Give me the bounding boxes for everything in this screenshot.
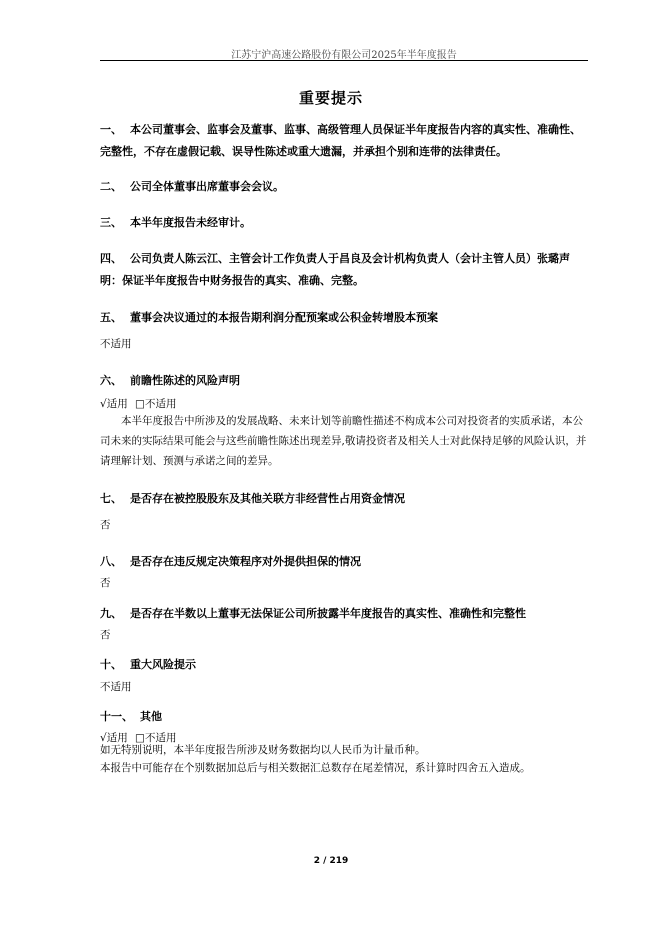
section-2 [100,176,590,198]
section-1 [100,119,590,163]
section-11 [100,706,590,728]
checked-applicable: √适用 [100,732,128,744]
section-7 [100,488,590,510]
section-text: 本半年度报告未经审计。 [130,216,251,229]
section-3 [100,212,590,234]
section-text: 前瞻性陈述的风险声明 [130,374,240,387]
section-number: 七、 [100,492,122,505]
checked-applicable: √适用 [100,398,128,410]
section-number: 八、 [100,555,122,568]
section-number: 十一、 [100,710,133,723]
section-text: 公司全体董事出席董事会会议。 [130,180,284,193]
page-title: 重要提示 [298,89,363,107]
section-8 [100,551,590,573]
page-number: 2 / 219 [313,856,349,866]
section-5-answer: 不适用 [100,338,132,350]
section-text: 是否存在违反规定决策程序对外提供担保的情况 [130,555,361,568]
section-number: 二、 [100,180,122,193]
section-6-applicability [100,396,180,412]
section-number: 六、 [100,374,122,387]
section-number: 一、 [100,123,122,136]
section-10-answer: 不适用 [100,681,132,693]
section-number: 三、 [100,216,122,229]
section-11-line-1: 如无特别说明，本半年度报告所涉及财务数据均以人民币为计量币种。 [100,744,426,756]
section-number: 四、 [100,252,122,265]
section-11-line-2: 本报告中可能存在个别数据加总后与相关数据汇总数存在尾差情况，系计算时四舍五入造成。 [100,762,531,774]
section-text: 是否存在被控股股东及其他关联方非经营性占用资金情况 [130,492,405,505]
section-text: 董事会决议通过的本报告期利润分配预案或公积金转增股本预案 [130,311,438,324]
section-9 [100,603,590,625]
running-header: 江苏宁沪高速公路股份有限公司2025年半年度报告 [231,50,457,61]
section-6-body: 本半年度报告中所涉及的发展战略、未来计划等前瞻性描述不构成本公司对投资者的实质承诺，本公司未来的实际结果可能会与这些前瞻性陈述出现差异,敬请投资者及相关人士对此保持足够的风险认识，并请理解计划、预测与承诺之间的差异。 [100,415,587,467]
section-5 [100,307,590,329]
section-number: 五、 [100,311,122,324]
section-6 [100,370,590,392]
section-text: 是否存在半数以上董事无法保证公司所披露半年度报告的真实性、准确性和完整性 [130,607,526,620]
section-text: 重大风险提示 [130,658,196,671]
section-10 [100,654,590,676]
section-text: 公司负责人陈云江、主管会计工作负责人于昌良及会计机构负责人（会计主管人员）张璐声明：保证半年度报告中财务报告的真实、准确、完整。 [100,252,570,287]
section-text: 本公司董事会、监事会及董事、监事、高级管理人员保证半年度报告内容的真实性、准确性、完整性，不存在虚假记载、误导性陈述或重大遗漏，并承担个别和连带的法律责任。 [100,123,581,158]
section-9-answer: 否 [100,629,111,641]
section-number: 十、 [100,658,122,671]
unchecked-not-applicable: □不适用 [135,732,177,744]
header-rule [100,60,588,61]
section-4 [100,248,590,292]
section-7-answer: 否 [100,519,111,531]
section-text: 其他 [140,710,162,723]
unchecked-not-applicable: □不适用 [135,398,177,410]
section-8-answer: 否 [100,577,111,589]
section-number: 九、 [100,607,122,620]
